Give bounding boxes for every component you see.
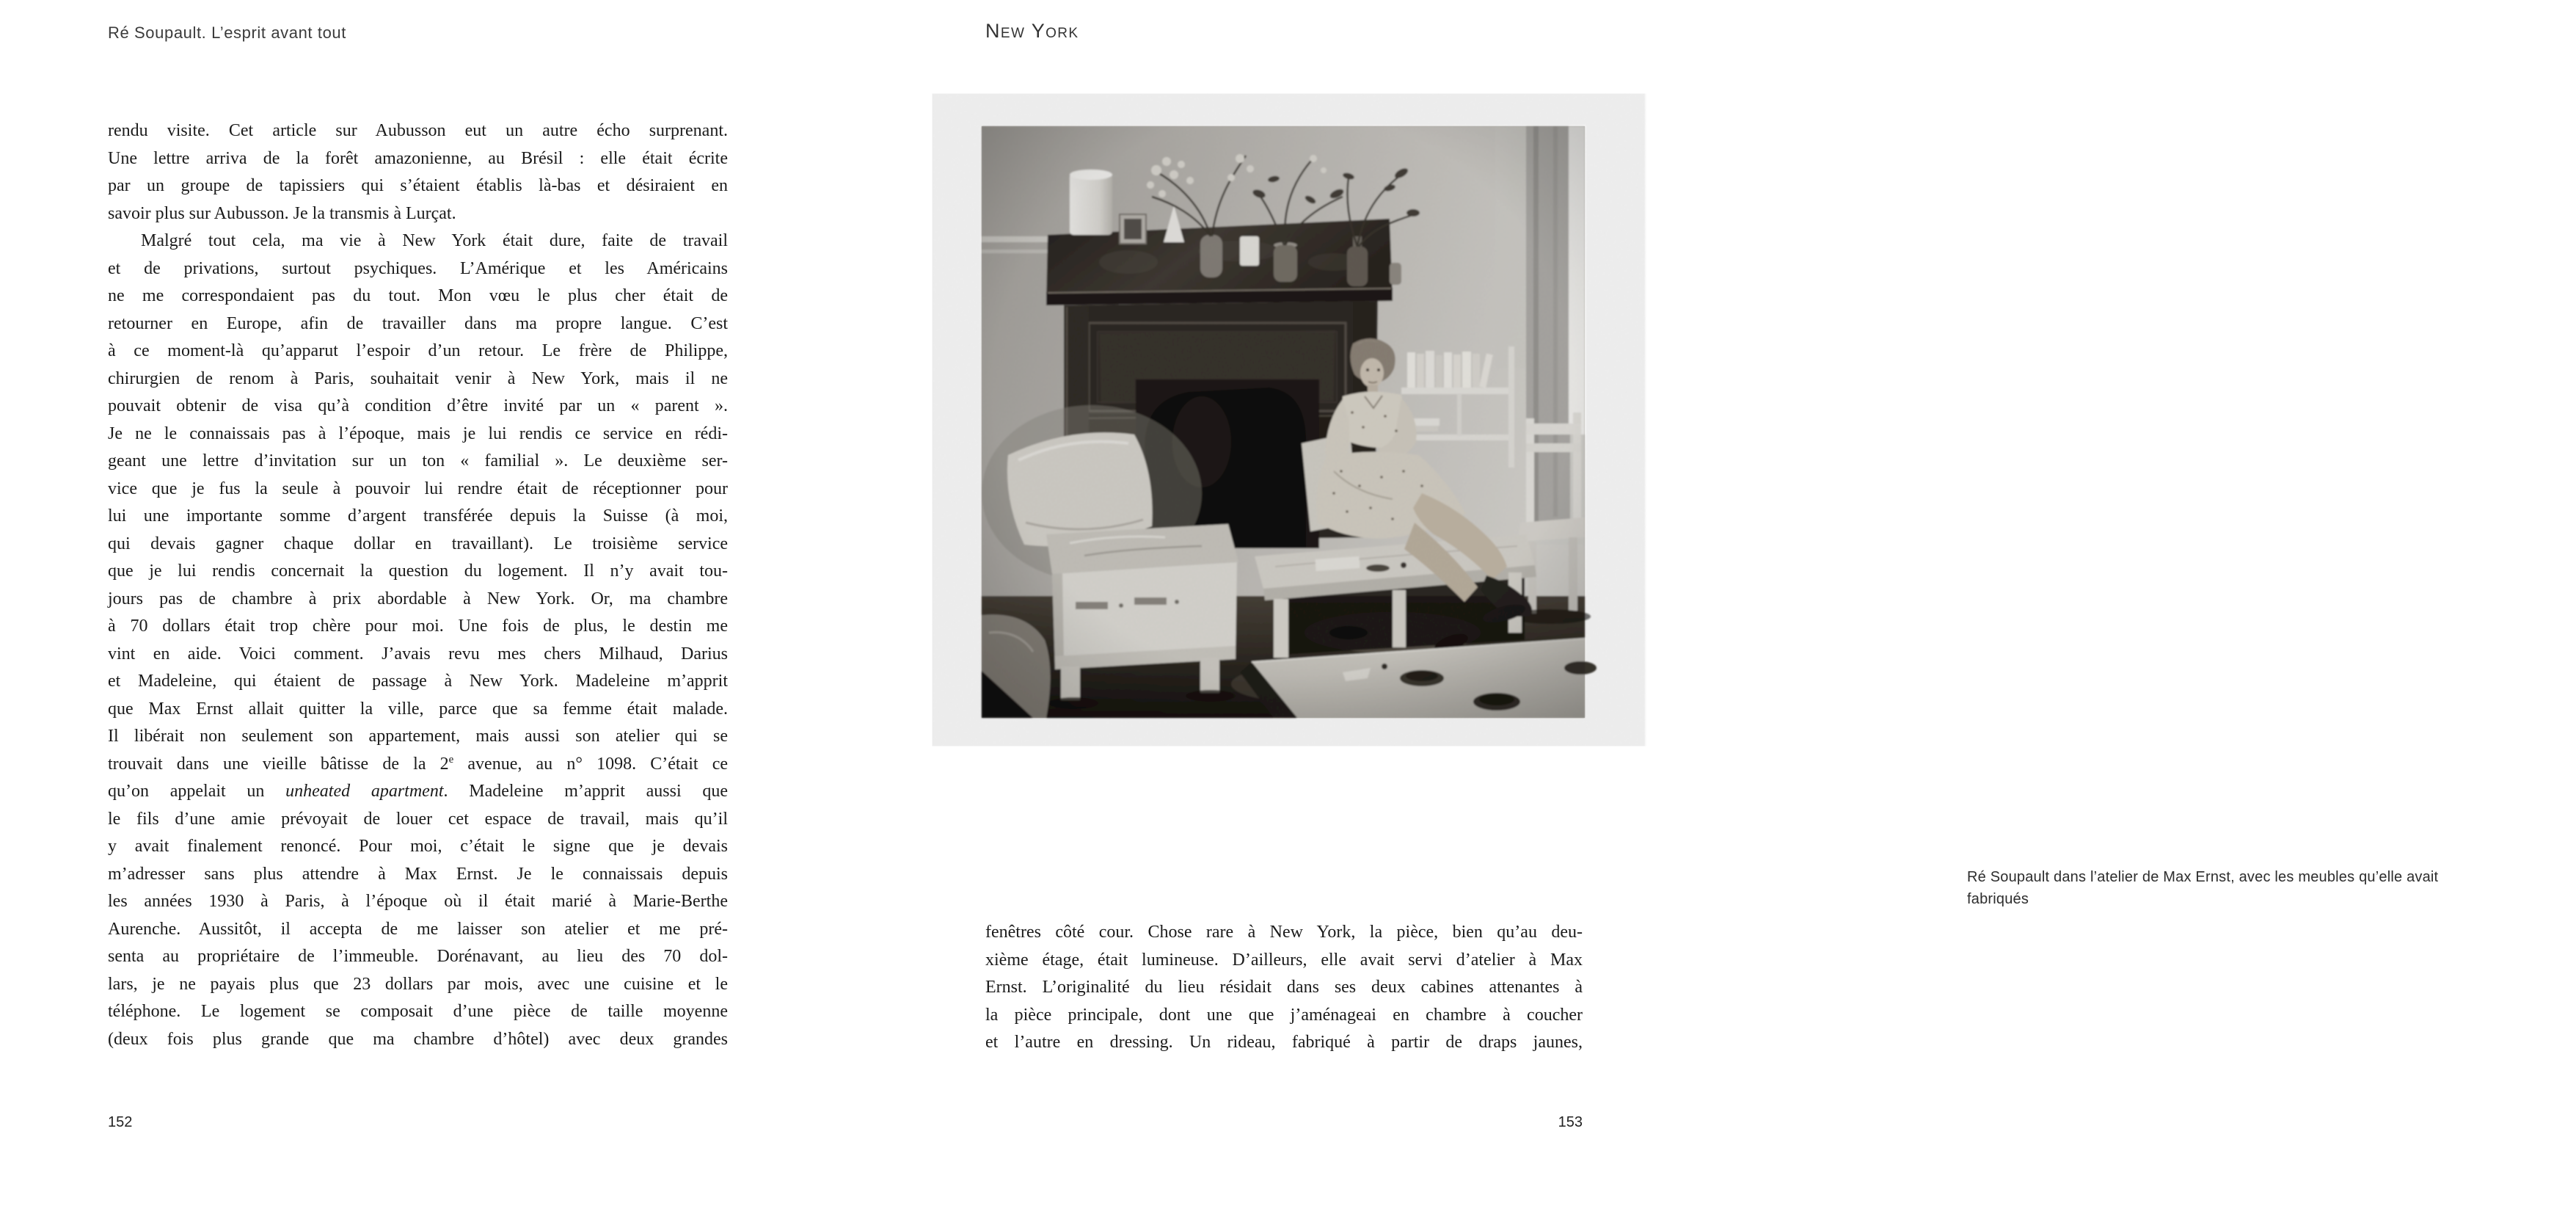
photo-caption-line: Ré Soupault dans l’atelier de Max Ernst, avec les meubles qu’elle avait xyxy=(1967,869,2439,885)
body-line: Une lettre arriva de la forêt amazonienne, au Brésil : elle était écrite xyxy=(108,148,728,168)
body-line: lars, je ne payais plus que 23 dollars par mois, avec une cuisine et le xyxy=(108,974,728,994)
body-line: par un groupe de tapissiers qui s’étaient établis là-bas et désiraient en xyxy=(108,176,728,195)
body-line: savoir plus sur Aubusson. Je la transmis à Lurçat. xyxy=(108,203,456,223)
right-body-text xyxy=(985,919,1583,1057)
left-body-text xyxy=(108,117,728,1053)
running-header-left: Ré Soupault. L’esprit avant tout xyxy=(108,23,346,42)
body-line: retourner en Europe, afin de travailler dans ma propre langue. C’est xyxy=(108,313,728,333)
page-number-right: 153 xyxy=(1558,1114,1583,1130)
body-line: que je lui rendis concernait la question du logement. Il n’y avait tou- xyxy=(108,561,728,581)
body-line: senta au propriétaire de l’immeuble. Dorénavant, au lieu des 70 dol- xyxy=(108,947,728,966)
body-line: qu’on appelait un unheated apartment. Madeleine m’apprit aussi que xyxy=(108,782,729,801)
body-line: la pièce principale, dont une que j’aménageai en chambre à coucher xyxy=(985,1005,1583,1025)
body-line: y avait finalement renoncé. Pour moi, c’était le signe que je devais xyxy=(108,837,728,856)
body-line: pouvait obtenir de visa qu’à condition d’être invité par un « parent ». xyxy=(108,396,728,415)
body-line: et Madeleine, qui étaient de passage à New York. Madeleine m’apprit xyxy=(108,672,728,691)
body-line: et de privations, surtout psychiques. L’Amérique et les Américains xyxy=(108,258,728,278)
body-line: lui une importante somme d’argent transférée depuis la Suisse (à moi, xyxy=(108,506,728,526)
photo-caption-line: fabriqués xyxy=(1967,891,2029,907)
body-line: vice que je fus la seule à pouvoir lui rendre était de réceptionner pour xyxy=(108,479,728,498)
body-line: trouvait dans une vieille bâtisse de la 2e avenue, au n° 1098. C’était ce xyxy=(108,753,728,774)
body-line: qui devais gagner chaque dollar en travaillant). Le troisième service xyxy=(108,534,728,553)
body-line: chirurgien de renom à Paris, souhaitait venir à New York, mais il ne xyxy=(108,368,728,388)
body-line: à ce moment-là qu’apparut l’espoir d’un retour. Le frère de Philippe, xyxy=(108,341,728,360)
body-line: xième étage, était lumineuse. D’ailleurs, elle avait servi d’atelier à Max xyxy=(985,950,1583,970)
body-line: les années 1930 à Paris, à l’époque où il était marié à Marie-Berthe xyxy=(108,892,728,911)
body-line: que Max Ernst allait quitter la ville, parce que sa femme était malade. xyxy=(108,699,728,719)
body-line: Aurenche. Aussitôt, il accepta de me laisser son atelier et me pré- xyxy=(108,919,728,939)
body-line: le fils d’une amie prévoyait de louer cet espace de travail, mais qu’il xyxy=(108,809,728,829)
body-line: téléphone. Le logement se composait d’une pièce de taille moyenne xyxy=(108,1002,728,1021)
page-number-left: 152 xyxy=(108,1114,133,1130)
body-line: (deux fois plus grande que ma chambre d’hôtel) avec deux grandes xyxy=(108,1029,728,1049)
body-line: Il libérait non seulement son appartement, mais aussi son atelier qui se xyxy=(108,727,728,746)
body-line: Je ne le connaissais pas à l’époque, mais je lui rendis ce service en rédi- xyxy=(108,424,728,443)
atelier-photo-figure xyxy=(982,126,2439,907)
body-line: et l’autre en dressing. Un rideau, fabriqué à partir de draps jaunes, xyxy=(985,1033,1583,1052)
body-line: geant une lettre d’invitation sur un ton « familial ». Le deuxième ser- xyxy=(108,451,728,470)
body-line: à 70 dollars était trop chère pour moi. Une fois de plus, le destin me xyxy=(108,617,728,636)
body-line: fenêtres côté cour. Chose rare à New York, la pièce, bien qu’au deu- xyxy=(985,923,1583,942)
body-line: jours pas de chambre à prix abordable à New York. Or, ma chambre xyxy=(108,589,728,608)
body-line: Ernst. L’originalité du lieu résidait dans ses deux cabines attenantes à xyxy=(985,978,1583,997)
running-header-right: New York xyxy=(985,20,1079,42)
body-line: rendu visite. Cet article sur Aubusson eut un autre écho surprenant. xyxy=(108,121,728,140)
body-line: Malgré tout cela, ma vie à New York était dure, faite de travail xyxy=(141,231,728,250)
body-line: ne me correspondaient pas du tout. Mon vœu le plus cher était de xyxy=(108,286,728,305)
body-line: m’adresser sans plus attendre à Max Ernst. Je le connaissais depuis xyxy=(108,864,728,884)
photo-caption xyxy=(1967,866,2576,910)
atelier-photo xyxy=(982,126,1585,718)
body-line: vint en aide. Voici comment. J’avais revu mes chers Milhaud, Darius xyxy=(108,644,728,664)
